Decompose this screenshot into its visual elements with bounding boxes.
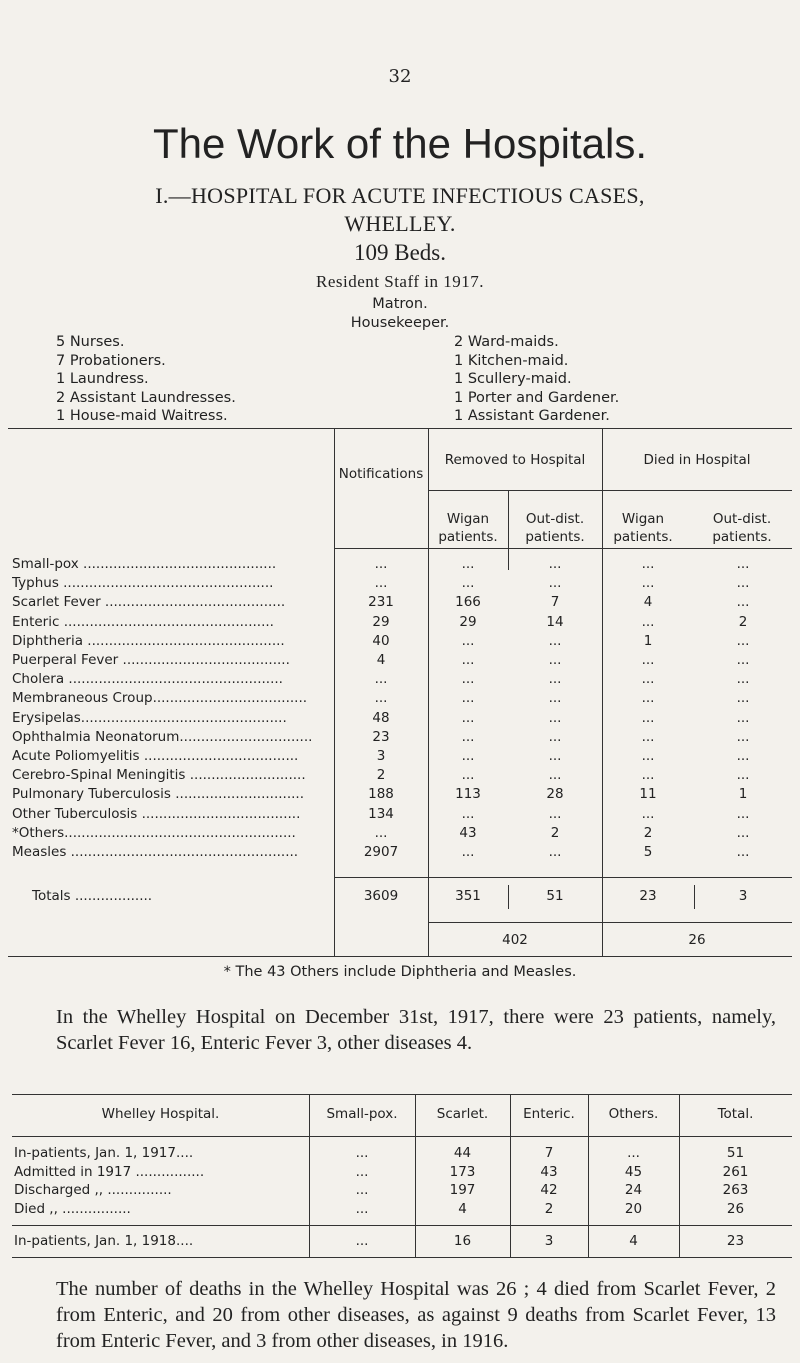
staff-list-left bbox=[56, 333, 236, 426]
row-label: Enteric ................................................. bbox=[12, 613, 274, 630]
cell-died-outdist: ... bbox=[736, 632, 750, 649]
cell-notifications: 4 bbox=[376, 652, 386, 668]
cell-died-wigan: 5 bbox=[643, 844, 653, 860]
row-label: Discharged ,, ............... bbox=[14, 1182, 172, 1198]
cell-notifications: 2 bbox=[376, 767, 386, 784]
cell-notifications: 48 bbox=[372, 709, 390, 726]
cell-died-wigan: ... bbox=[641, 748, 655, 764]
cell-removed-wigan: ... bbox=[461, 844, 475, 860]
staff-heading: Resident Staff in 1917. bbox=[316, 272, 484, 291]
final-row-label: In-patients, Jan. 1, 1918.... bbox=[14, 1233, 194, 1249]
cell-died-outdist: ... bbox=[736, 709, 750, 726]
cell-died-wigan: 1 bbox=[643, 632, 653, 649]
cell-total: 51 bbox=[726, 1145, 745, 1161]
final-row-total: 23 bbox=[726, 1233, 745, 1249]
cell-notifications: ... bbox=[374, 824, 388, 841]
cell-removed-outdist: ... bbox=[548, 671, 562, 688]
final-row-others: 4 bbox=[629, 1233, 638, 1249]
cell-notifications: 3 bbox=[376, 748, 386, 764]
cell-enteric: 7 bbox=[544, 1145, 554, 1161]
cell-died-outdist: ... bbox=[736, 824, 750, 841]
cell-scarlet: 173 bbox=[449, 1163, 476, 1180]
cell-removed-wigan: ... bbox=[461, 652, 475, 668]
cell-removed-outdist: 7 bbox=[550, 594, 560, 611]
staff-list-right bbox=[454, 333, 619, 426]
footnote: * The 43 Others include Diphtheria and Measles. bbox=[223, 964, 577, 980]
cell-removed-wigan: ... bbox=[461, 748, 475, 764]
row-label: *Others...................................................... bbox=[12, 824, 296, 841]
row-label: Scarlet Fever .......................................... bbox=[12, 594, 286, 611]
cell-died-wigan: 4 bbox=[643, 594, 653, 611]
cell-removed-outdist: ... bbox=[548, 728, 562, 745]
table-rule bbox=[428, 490, 792, 491]
cell-died-outdist: 1 bbox=[738, 786, 748, 803]
cell-notifications: 134 bbox=[368, 805, 394, 822]
staff-item: 7 Probationers. bbox=[56, 352, 166, 369]
cell-died-wigan: 11 bbox=[639, 786, 657, 803]
header-removed: Removed to Hospital bbox=[444, 452, 586, 468]
table-rule bbox=[334, 548, 792, 549]
page-title: The Work of the Hospitals. bbox=[152, 120, 648, 167]
row-label: In-patients, Jan. 1, 1917.... bbox=[14, 1145, 194, 1161]
cell-removed-wigan: ... bbox=[461, 556, 475, 572]
table-rule bbox=[12, 1225, 792, 1226]
header-died-wigan: Wigan patients. bbox=[613, 511, 673, 545]
header-notifications: Notifications bbox=[338, 466, 424, 482]
cell-notifications: 188 bbox=[368, 786, 394, 803]
cell-enteric: 43 bbox=[540, 1163, 558, 1180]
row-label: Membraneous Croup.................................... bbox=[12, 690, 308, 707]
totals-label: Totals .................. bbox=[32, 888, 153, 904]
totals-removed-wigan: 351 bbox=[455, 888, 481, 904]
staff-item: 1 Scullery-maid. bbox=[454, 371, 572, 387]
cell-notifications: 231 bbox=[368, 594, 394, 611]
row-label: Typhus ................................................. bbox=[12, 575, 274, 592]
cell-died-wigan: 2 bbox=[643, 824, 653, 841]
row-label: Ophthalmia Neonatorum............................... bbox=[12, 728, 313, 745]
row-label: Cerebro-Spinal Meningitis ........................... bbox=[12, 767, 306, 784]
cell-notifications: 29 bbox=[372, 613, 390, 630]
totals-removed-sum: 402 bbox=[502, 932, 528, 948]
cell-removed-wigan: ... bbox=[461, 709, 475, 726]
header-removed-outdist: Out-dist. patients. bbox=[525, 511, 585, 545]
table-rule bbox=[12, 1257, 792, 1258]
cell-died-outdist: ... bbox=[736, 594, 750, 611]
staff-matron: Matron. bbox=[372, 296, 428, 312]
header-enteric: Enteric. bbox=[523, 1106, 575, 1122]
header-scarlet: Scarlet. bbox=[436, 1106, 489, 1122]
staff-item: 1 Kitchen-maid. bbox=[454, 352, 569, 369]
cell-died-wigan: ... bbox=[641, 690, 655, 707]
row-label: Cholera .................................................. bbox=[12, 671, 283, 688]
row-label: Pulmonary Tuberculosis .............................. bbox=[12, 786, 304, 803]
cell-died-wigan: ... bbox=[641, 728, 655, 745]
totals-notifications: 3609 bbox=[363, 888, 399, 904]
cell-died-outdist: ... bbox=[736, 844, 750, 860]
cell-removed-wigan: ... bbox=[461, 690, 475, 707]
cell-total: 26 bbox=[726, 1200, 745, 1217]
staff-item: 1 Porter and Gardener. bbox=[454, 389, 620, 406]
cell-died-wigan: ... bbox=[641, 709, 655, 726]
cell-removed-wigan: 113 bbox=[455, 786, 481, 803]
cell-removed-outdist: ... bbox=[548, 709, 562, 726]
staff-item: 2 Assistant Laundresses. bbox=[56, 389, 236, 406]
cell-scarlet: 197 bbox=[449, 1182, 476, 1198]
row-label: Other Tuberculosis ..................................... bbox=[12, 805, 301, 822]
cell-notifications: 23 bbox=[372, 728, 390, 745]
cell-others: 20 bbox=[624, 1200, 643, 1217]
cell-died-outdist: ... bbox=[736, 652, 750, 668]
cell-others: 24 bbox=[624, 1182, 643, 1198]
staff-housekeeper: Housekeeper. bbox=[350, 315, 450, 331]
cell-enteric: 42 bbox=[540, 1182, 558, 1198]
cell-removed-wigan: ... bbox=[461, 671, 475, 688]
staff-item: 2 Ward-maids. bbox=[454, 334, 559, 350]
table-rule bbox=[12, 1136, 792, 1137]
row-label: Puerperal Fever ....................................... bbox=[12, 652, 290, 668]
header-removed-wigan: Wigan patients. bbox=[438, 511, 498, 545]
cell-removed-wigan: ... bbox=[461, 805, 475, 822]
cell-removed-outdist: 2 bbox=[550, 824, 560, 841]
staff-item: 5 Nurses. bbox=[56, 334, 125, 350]
header-total: Total. bbox=[717, 1106, 754, 1122]
cell-died-outdist: ... bbox=[736, 748, 750, 764]
cell-notifications: 2907 bbox=[363, 844, 399, 860]
row-label: Died ,, ................ bbox=[14, 1200, 131, 1217]
cell-died-outdist: ... bbox=[736, 556, 750, 572]
cell-total: 263 bbox=[722, 1182, 749, 1198]
totals-removed-outdist: 51 bbox=[546, 888, 564, 904]
cell-removed-wigan: ... bbox=[461, 767, 475, 784]
cell-removed-wigan: ... bbox=[461, 575, 475, 592]
section-heading-line2: WHELLEY. bbox=[344, 211, 456, 236]
page-number: 32 bbox=[388, 66, 412, 87]
totals-died-wigan: 23 bbox=[639, 888, 657, 904]
cell-removed-outdist: ... bbox=[548, 767, 562, 784]
cell-died-wigan: ... bbox=[641, 556, 655, 572]
cell-smallpox: ... bbox=[355, 1182, 369, 1198]
cell-notifications: 40 bbox=[372, 632, 390, 649]
cell-total: 261 bbox=[722, 1163, 749, 1180]
cell-died-outdist: ... bbox=[736, 728, 750, 745]
section-heading-line1: I.—HOSPITAL FOR ACUTE INFECTIOUS CASES, bbox=[155, 183, 645, 208]
table-rule bbox=[8, 956, 792, 957]
cell-smallpox: ... bbox=[355, 1163, 369, 1180]
row-label: Diphtheria .............................................. bbox=[12, 632, 285, 649]
cell-notifications: ... bbox=[374, 556, 388, 572]
cell-removed-outdist: ... bbox=[548, 844, 562, 860]
cell-died-wigan: ... bbox=[641, 805, 655, 822]
cell-removed-outdist: ... bbox=[548, 556, 562, 572]
final-row-smallpox: ... bbox=[355, 1233, 369, 1249]
table-rule bbox=[334, 877, 792, 878]
row-label: Measles ..................................................... bbox=[12, 844, 299, 860]
cell-removed-wigan: 166 bbox=[455, 594, 481, 611]
cell-scarlet: 4 bbox=[458, 1200, 467, 1217]
cell-removed-outdist: ... bbox=[548, 652, 562, 668]
cell-died-outdist: 2 bbox=[738, 613, 748, 630]
cell-removed-outdist: ... bbox=[548, 805, 562, 822]
cell-removed-outdist: 14 bbox=[546, 613, 564, 630]
header-whelley: Whelley Hospital. bbox=[101, 1106, 220, 1122]
header-died: Died in Hospital bbox=[643, 452, 751, 468]
table-rule bbox=[12, 1094, 792, 1095]
staff-item: 1 House-maid Waitress. bbox=[56, 408, 228, 424]
cell-removed-wigan: ... bbox=[461, 728, 475, 745]
totals-died-sum: 26 bbox=[688, 932, 706, 948]
section-heading bbox=[0, 182, 800, 238]
paragraph-whelley: In the Whelley Hospital on December 31st, 1917, there were 23 patients, namely, Scarlet Fever 16, Enteric Fever 3, other diseases 4. bbox=[56, 1006, 776, 1054]
header-smallpox: Small-pox. bbox=[326, 1106, 398, 1122]
row-label: Erysipelas................................................ bbox=[12, 709, 287, 726]
cell-scarlet: 44 bbox=[453, 1145, 472, 1161]
cell-removed-wigan: 29 bbox=[459, 613, 477, 630]
final-row-enteric: 3 bbox=[544, 1233, 554, 1249]
row-label: Acute Poliomyelitis .................................... bbox=[12, 748, 299, 764]
cell-died-wigan: ... bbox=[641, 613, 655, 630]
cell-died-outdist: ... bbox=[736, 690, 750, 707]
cell-died-wigan: ... bbox=[641, 767, 655, 784]
row-label: Admitted in 1917 ................ bbox=[14, 1163, 205, 1180]
row-label: Small-pox ............................................. bbox=[12, 556, 277, 572]
cell-died-outdist: ... bbox=[736, 575, 750, 592]
header-died-outdist: Out-dist. patients. bbox=[712, 511, 772, 545]
cell-notifications: ... bbox=[374, 575, 388, 592]
cell-died-wigan: ... bbox=[641, 575, 655, 592]
cell-smallpox: ... bbox=[355, 1200, 369, 1217]
cell-smallpox: ... bbox=[355, 1145, 369, 1161]
cell-enteric: 2 bbox=[544, 1200, 554, 1217]
cell-notifications: ... bbox=[374, 671, 388, 688]
table-rule bbox=[428, 922, 792, 923]
cell-notifications: ... bbox=[374, 690, 388, 707]
cell-removed-outdist: 28 bbox=[546, 786, 564, 803]
paragraph-deaths: The number of deaths in the Whelley Hospital was 26 ; 4 died from Scarlet Fever, 2 from Enteric, and 20 from other diseases, as against 9 deaths from Scarlet Fever, 13 from Enteric Fever, and 3 from other diseases, in 1916. bbox=[56, 1278, 776, 1352]
cell-died-wigan: ... bbox=[641, 671, 655, 688]
cell-died-outdist: ... bbox=[736, 671, 750, 688]
cell-removed-outdist: ... bbox=[548, 575, 562, 592]
cell-removed-outdist: ... bbox=[548, 690, 562, 707]
totals-died-outdist: 3 bbox=[738, 888, 748, 904]
cell-removed-wigan: 43 bbox=[459, 824, 477, 841]
cell-died-outdist: ... bbox=[736, 767, 750, 784]
cell-removed-outdist: ... bbox=[548, 748, 562, 764]
staff-item: 1 Laundress. bbox=[56, 371, 149, 387]
cell-died-wigan: ... bbox=[641, 652, 655, 668]
staff-item: 1 Assistant Gardener. bbox=[454, 408, 610, 424]
cell-others: ... bbox=[627, 1145, 640, 1161]
cell-removed-outdist: ... bbox=[548, 632, 562, 649]
table-rule bbox=[8, 428, 792, 429]
final-row-scarlet: 16 bbox=[453, 1233, 472, 1249]
cell-others: 45 bbox=[624, 1163, 643, 1180]
header-others: Others. bbox=[608, 1106, 659, 1122]
beds-count: 109 Beds. bbox=[354, 240, 446, 265]
cell-removed-wigan: ... bbox=[461, 632, 475, 649]
cell-died-outdist: ... bbox=[736, 805, 750, 822]
